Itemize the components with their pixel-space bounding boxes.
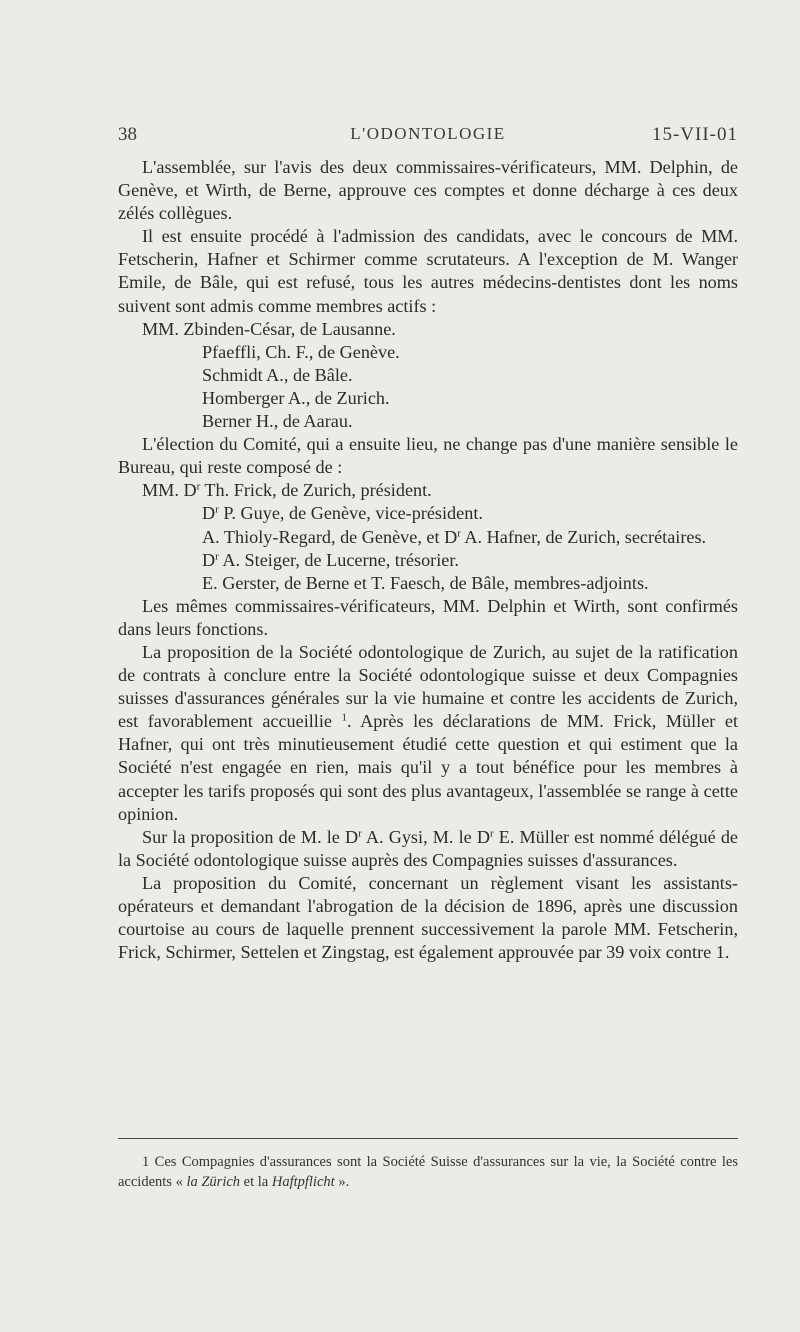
paragraph-committee-election: L'élection du Comité, qui a ensuite lieu, ne change pas d'une manière sensible le Bureau, qui reste composé de : — [118, 434, 738, 478]
committee-line: MM. $D^r$ Th. Frick, de Zurich, président. — [142, 480, 432, 501]
member-line: Pfaeffli, Ch. F., de Genève. — [202, 341, 400, 362]
issue-date: 15-VII-01 — [651, 124, 738, 145]
paragraph-regulation: La proposition du Comité, concernant un règlement visant les assistants-opérateurs et demandant l'abrogation de la décision de 1896, après une discussion courtoise au cours de laquelle prennent successivement la parole MM. Fetscherin, Frick, Schirmer, Settelen et Zingstag, est également approuvée par 39 voix contre 1. — [118, 872, 738, 963]
member-line: Berner H., de Aarau. — [202, 411, 353, 432]
main-text — [118, 156, 738, 964]
committee-line: $D^r$ P. Guye, de Genève, vice-président. — [202, 503, 483, 524]
footnote-divider — [118, 1138, 738, 1139]
committee-line: A. Thioly-Regard, de Genève, et $D^r$ A. Hafner, de Zurich, secrétaires. — [202, 526, 707, 547]
paragraph-insurance-contracts: La proposition de la Société odontologique de Zurich, au sujet de la ratification de contrats à conclure entre la Société odontologique suisse et deux Compagnies suisses d'assurances générales sur la vie humaine et contre les accidents de Zurich, est favorablement accueillie $^1$. Après les déclarations de MM. Frick, Müller et Hafner, qui ont très minutieusement étudié cette question et qui estiment que la Société n'est engagée en rien, mais qu'il y a tout bénéfice pour les membres à accepter les tarifs proposés qui sont des plus avantageux, l'assemblée se range à cette opinion. — [118, 641, 739, 824]
committee-line: $D^r$ A. Steiger, de Lucerne, trésorier. — [202, 549, 459, 570]
paragraph-delegate: Sur la proposition de M. le $D^r$ A. Gysi, M. le $D^r$ E. Müller est nommé délégué de la Société odontologique suisse auprès des Compagnies suisses d'assurances. — [118, 826, 738, 870]
paragraph-admission: Il est ensuite procédé à l'admission des candidats, avec le concours de MM. Fetscherin, Hafner et Schirmer comme scrutateurs. A l'exception de M. Wanger Emile, de Bâle, qui est refusé, tous les autres médecins-dentistes dont les noms suivent sont admis comme membres actifs : — [118, 226, 738, 316]
committee-line: E. Gerster, de Berne et T. Faesch, de Bâle, membres-adjoints. — [202, 572, 649, 593]
paragraph-auditors: Les mêmes commissaires-vérificateurs, MM. Delphin et Wirth, sont confirmés dans leurs fonctions. — [118, 595, 738, 639]
committee-prefix: MM. — [142, 480, 184, 501]
paragraph-assembly-approval: L'assemblée, sur l'avis des deux commissaires-vérificateurs, MM. Delphin, de Genève, et Wirth, de Berne, approuve ces comptes et donne décharge à ces deux zélés collègues. — [118, 157, 738, 224]
page-number: 38 — [118, 124, 137, 145]
footnote: 1 Ces Compagnies d'assurances sont la Société Suisse d'assurances sur la vie, la Société contre les accidents « la Zürich et la Haftpflicht ». — [118, 1154, 738, 1190]
footnote-ref: 1 — [341, 711, 347, 724]
member-line: Homberger A., de Zurich. — [202, 387, 390, 408]
member-line: Schmidt A., de Bâle. — [202, 364, 353, 385]
running-title: L'ODONTOLOGIE — [350, 124, 506, 143]
page-header — [118, 124, 738, 150]
member-line: MM. Zbinden-César, de Lausanne. — [142, 318, 396, 339]
